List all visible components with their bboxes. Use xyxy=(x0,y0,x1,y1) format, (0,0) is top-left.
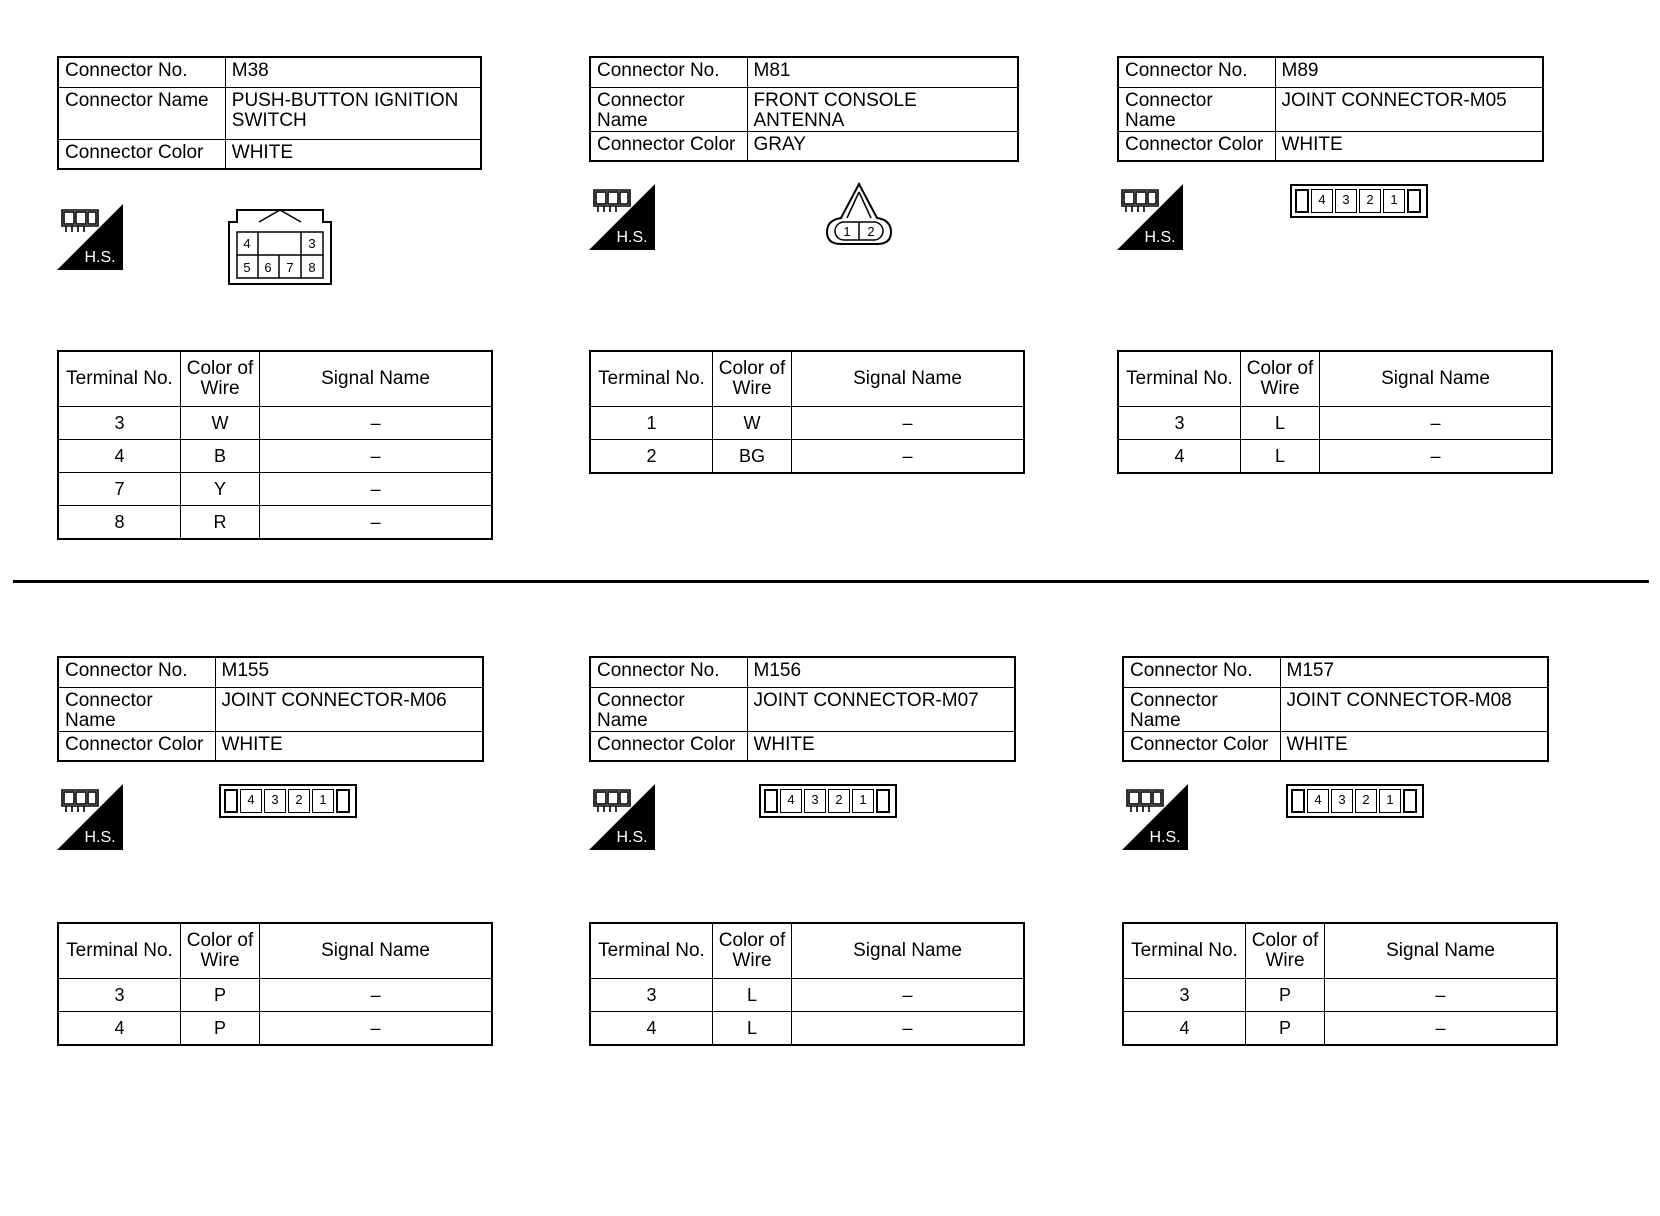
connector-face-diagram xyxy=(219,784,357,818)
pin-label: 2 xyxy=(288,789,310,813)
pin-label: 6 xyxy=(264,260,272,275)
pin-label: 1 xyxy=(852,789,874,813)
joint-connector-face xyxy=(1286,784,1424,818)
terminal-row xyxy=(590,407,1024,440)
signal-name-header: Signal Name xyxy=(792,923,1025,979)
terminal-row xyxy=(1118,440,1552,474)
terminal-table xyxy=(589,350,1025,474)
terminal-no-cell: 4 xyxy=(1118,440,1241,474)
color-of-wire-header: Color of Wire xyxy=(181,351,260,407)
hs-label: H.S. xyxy=(616,829,648,846)
connector-info-table xyxy=(1117,56,1544,162)
wire-color-cell: R xyxy=(181,506,260,540)
signal-name-cell: – xyxy=(792,1012,1025,1046)
signal-name-cell: – xyxy=(792,440,1025,474)
connector-latch xyxy=(1291,789,1305,813)
joint-connector-face xyxy=(759,784,897,818)
terminal-row xyxy=(58,506,492,540)
signal-name-cell: – xyxy=(260,407,493,440)
wire-color-cell: BG xyxy=(713,440,792,474)
terminal-no-cell: 3 xyxy=(1118,407,1241,440)
signal-name-header: Signal Name xyxy=(260,923,493,979)
terminal-table xyxy=(57,350,493,540)
terminal-table xyxy=(589,922,1025,1046)
pin-label: 8 xyxy=(308,260,316,275)
signal-name-header: Signal Name xyxy=(1325,923,1558,979)
connector-name-value: JOINT CONNECTOR-M07 xyxy=(747,687,1015,731)
connector-latch xyxy=(224,789,238,813)
terminal-no-cell: 4 xyxy=(590,1012,713,1046)
hs-label: H.S. xyxy=(616,229,648,246)
connector-no-label: Connector No. xyxy=(58,57,225,87)
terminal-table-header xyxy=(58,351,492,407)
connector-latch xyxy=(1403,789,1417,813)
connector-no-label: Connector No. xyxy=(58,657,215,687)
color-of-wire-header: Color of Wire xyxy=(713,923,792,979)
antenna-connector-face xyxy=(819,180,899,250)
signal-name-cell: – xyxy=(1325,1012,1558,1046)
terminal-row xyxy=(58,473,492,506)
connector-no-label: Connector No. xyxy=(1123,657,1280,687)
connector-name-label: Connector Name xyxy=(58,87,225,139)
terminal-row xyxy=(58,979,492,1012)
connector-color-label: Connector Color xyxy=(590,131,747,161)
signal-name-cell: – xyxy=(260,979,493,1012)
signal-name-cell: – xyxy=(1320,407,1553,440)
connector-face-diagram xyxy=(1286,784,1424,818)
pin-label: 3 xyxy=(804,789,826,813)
connector-no-value: M38 xyxy=(225,57,481,87)
pin-label: 3 xyxy=(264,789,286,813)
connector-name-label: Connector Name xyxy=(58,687,215,731)
wire-color-cell: P xyxy=(1246,979,1325,1012)
terminal-row xyxy=(58,407,492,440)
terminal-no-cell: 3 xyxy=(58,407,181,440)
terminal-table xyxy=(57,922,493,1046)
connector-face-diagram xyxy=(1290,184,1428,218)
terminal-table-header xyxy=(1123,923,1557,979)
wire-color-cell: W xyxy=(713,407,792,440)
connector-info-table xyxy=(589,56,1019,162)
wire-color-cell: Y xyxy=(181,473,260,506)
pin-label: 4 xyxy=(1311,189,1333,213)
terminal-table-header xyxy=(58,923,492,979)
connector-face-diagram xyxy=(225,202,335,291)
connector-name-value: FRONT CONSOLE ANTENNA xyxy=(747,87,1018,131)
pin-label: 1 xyxy=(312,789,334,813)
signal-name-header: Signal Name xyxy=(792,351,1025,407)
pin-label: 2 xyxy=(867,224,875,239)
terminal-no-cell: 4 xyxy=(1123,1012,1246,1046)
connector-name-value: JOINT CONNECTOR-M08 xyxy=(1280,687,1548,731)
pin-label: 2 xyxy=(1359,189,1381,213)
connector-no-value: M89 xyxy=(1275,57,1543,87)
color-of-wire-header: Color of Wire xyxy=(1241,351,1320,407)
connector-no-label: Connector No. xyxy=(590,657,747,687)
hs-label: H.S. xyxy=(1144,229,1176,246)
terminal-no-cell: 8 xyxy=(58,506,181,540)
pin-label: 3 xyxy=(1331,789,1353,813)
harness-side-icon xyxy=(1122,784,1188,850)
terminal-no-header: Terminal No. xyxy=(1123,923,1246,979)
connector-info-table xyxy=(589,656,1016,762)
connector-face-diagram xyxy=(759,784,897,818)
terminal-row xyxy=(1123,1012,1557,1046)
harness-side-icon xyxy=(57,784,123,850)
signal-name-cell: – xyxy=(260,506,493,540)
hs-label: H.S. xyxy=(84,249,116,266)
terminal-no-cell: 1 xyxy=(590,407,713,440)
hs-label: H.S. xyxy=(1149,829,1181,846)
pin-label: 4 xyxy=(1307,789,1329,813)
connector-name-label: Connector Name xyxy=(590,687,747,731)
signal-name-cell: – xyxy=(260,1012,493,1046)
section-divider xyxy=(13,580,1649,583)
connector-latch xyxy=(764,789,778,813)
terminal-table-header xyxy=(590,923,1024,979)
wire-color-cell: P xyxy=(181,979,260,1012)
wire-color-cell: L xyxy=(713,979,792,1012)
signal-name-cell: – xyxy=(792,979,1025,1012)
terminal-row xyxy=(58,1012,492,1046)
pin-label: 1 xyxy=(1379,789,1401,813)
signal-name-cell: – xyxy=(260,473,493,506)
connector-no-value: M155 xyxy=(215,657,483,687)
wire-color-cell: P xyxy=(1246,1012,1325,1046)
terminal-no-header: Terminal No. xyxy=(1118,351,1241,407)
terminal-no-cell: 4 xyxy=(58,1012,181,1046)
pin-label: 7 xyxy=(286,260,294,275)
wire-color-cell: L xyxy=(1241,407,1320,440)
wire-color-cell: P xyxy=(181,1012,260,1046)
harness-side-icon xyxy=(57,204,123,270)
connector-name-value: PUSH-BUTTON IGNITION SWITCH xyxy=(225,87,481,139)
terminal-no-cell: 7 xyxy=(58,473,181,506)
connector-name-value: JOINT CONNECTOR-M06 xyxy=(215,687,483,731)
harness-side-icon xyxy=(589,784,655,850)
terminal-table xyxy=(1117,350,1553,474)
pin-label: 1 xyxy=(1383,189,1405,213)
terminal-row xyxy=(58,440,492,473)
pin-label: 4 xyxy=(240,789,262,813)
harness-side-icon xyxy=(1117,184,1183,250)
wire-color-cell: L xyxy=(1241,440,1320,474)
signal-name-cell: – xyxy=(792,407,1025,440)
connector-color-label: Connector Color xyxy=(58,731,215,761)
joint-connector-face xyxy=(1290,184,1428,218)
terminal-no-header: Terminal No. xyxy=(58,923,181,979)
connector-latch xyxy=(876,789,890,813)
pin-label: 1 xyxy=(843,224,851,239)
pin-label: 4 xyxy=(780,789,802,813)
connector-face-diagram xyxy=(819,180,899,255)
terminal-table xyxy=(1122,922,1558,1046)
connector-info-table xyxy=(57,56,482,170)
signal-name-header: Signal Name xyxy=(1320,351,1553,407)
wire-color-cell: L xyxy=(713,1012,792,1046)
connector-color-label: Connector Color xyxy=(58,139,225,169)
terminal-no-header: Terminal No. xyxy=(58,351,181,407)
pin-label: 5 xyxy=(243,260,251,275)
terminal-table-header xyxy=(1118,351,1552,407)
connector-color-value: WHITE xyxy=(1275,131,1543,161)
signal-name-header: Signal Name xyxy=(260,351,493,407)
joint-connector-face xyxy=(219,784,357,818)
connector-color-label: Connector Color xyxy=(1123,731,1280,761)
push-button-connector-face xyxy=(225,202,335,286)
pin-label: 2 xyxy=(1355,789,1377,813)
terminal-row xyxy=(1118,407,1552,440)
terminal-row xyxy=(590,1012,1024,1046)
connector-name-label: Connector Name xyxy=(1123,687,1280,731)
connector-no-label: Connector No. xyxy=(1118,57,1275,87)
connector-no-value: M157 xyxy=(1280,657,1548,687)
color-of-wire-header: Color of Wire xyxy=(181,923,260,979)
color-of-wire-header: Color of Wire xyxy=(1246,923,1325,979)
connector-name-label: Connector Name xyxy=(1118,87,1275,131)
connector-color-label: Connector Color xyxy=(590,731,747,761)
connector-color-value: GRAY xyxy=(747,131,1018,161)
terminal-no-cell: 3 xyxy=(590,979,713,1012)
terminal-no-cell: 2 xyxy=(590,440,713,474)
connector-info-table xyxy=(57,656,484,762)
hs-label: H.S. xyxy=(84,829,116,846)
connector-no-label: Connector No. xyxy=(590,57,747,87)
terminal-no-cell: 3 xyxy=(58,979,181,1012)
connector-latch xyxy=(336,789,350,813)
connector-latch xyxy=(1407,189,1421,213)
terminal-no-cell: 3 xyxy=(1123,979,1246,1012)
connector-color-label: Connector Color xyxy=(1118,131,1275,161)
signal-name-cell: – xyxy=(260,440,493,473)
connector-color-value: WHITE xyxy=(1280,731,1548,761)
terminal-row xyxy=(590,440,1024,474)
connector-no-value: M156 xyxy=(747,657,1015,687)
wire-color-cell: W xyxy=(181,407,260,440)
terminal-no-cell: 4 xyxy=(58,440,181,473)
pin-label: 4 xyxy=(243,236,251,251)
signal-name-cell: – xyxy=(1320,440,1553,474)
connector-name-value: JOINT CONNECTOR-M05 xyxy=(1275,87,1543,131)
connector-info-table xyxy=(1122,656,1549,762)
connector-color-value: WHITE xyxy=(215,731,483,761)
harness-side-icon xyxy=(589,184,655,250)
pin-label: 2 xyxy=(828,789,850,813)
pin-label: 3 xyxy=(1335,189,1357,213)
connector-color-value: WHITE xyxy=(747,731,1015,761)
terminal-row xyxy=(590,979,1024,1012)
terminal-no-header: Terminal No. xyxy=(590,923,713,979)
connector-color-value: WHITE xyxy=(225,139,481,169)
signal-name-cell: – xyxy=(1325,979,1558,1012)
terminal-table-header xyxy=(590,351,1024,407)
pin-label: 3 xyxy=(308,236,316,251)
terminal-row xyxy=(1123,979,1557,1012)
connector-no-value: M81 xyxy=(747,57,1018,87)
connector-name-label: Connector Name xyxy=(590,87,747,131)
color-of-wire-header: Color of Wire xyxy=(713,351,792,407)
terminal-no-header: Terminal No. xyxy=(590,351,713,407)
wire-color-cell: B xyxy=(181,440,260,473)
connector-latch xyxy=(1295,189,1309,213)
